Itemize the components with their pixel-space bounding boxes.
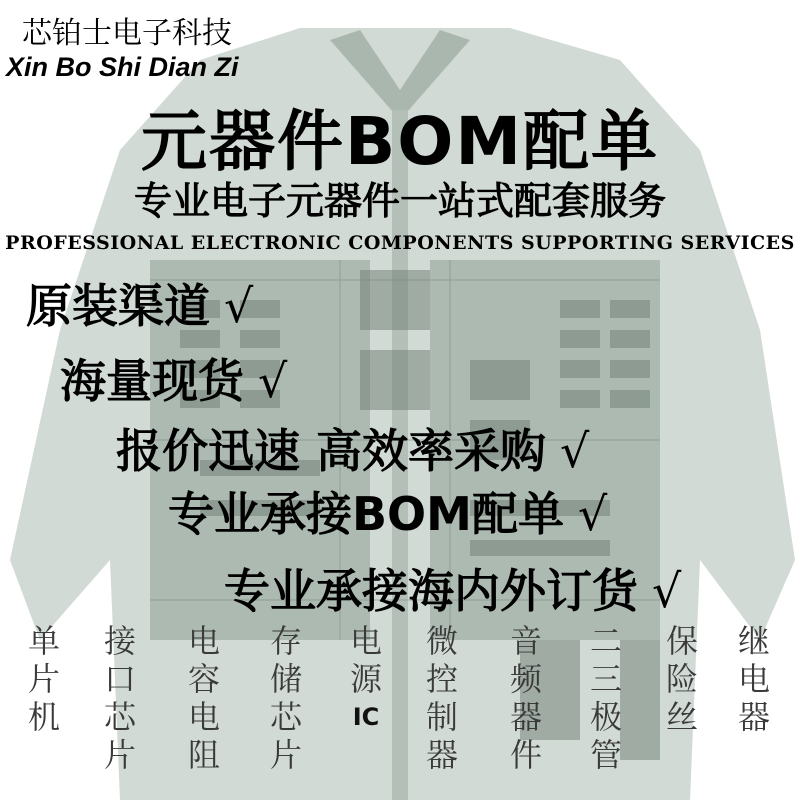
category-item — [734, 622, 774, 736]
category-item — [24, 622, 64, 736]
category-char: 片 — [103, 736, 136, 774]
category-char: 微 — [425, 622, 458, 660]
category-char: 器 — [509, 698, 542, 736]
category-char: 控 — [425, 660, 458, 698]
feature-text: 原装渠道 — [26, 279, 210, 333]
category-char: 单 — [27, 622, 60, 660]
category-item — [586, 622, 626, 774]
category-char: 存 — [269, 622, 302, 660]
category-char: 保 — [665, 622, 698, 660]
category-item — [184, 622, 224, 774]
category-char: 阻 — [187, 736, 220, 774]
feature-text: 专业承接BOM配单 — [168, 487, 564, 541]
category-char: 电 — [187, 698, 220, 736]
category-char: IC — [352, 703, 380, 731]
subtitle-en: PROFESSIONAL ELECTRONIC COMPONENTS SUPPORTING SERVICES — [5, 232, 795, 254]
feature-line — [26, 270, 253, 336]
category-char: 制 — [425, 698, 458, 736]
check-icon: √ — [258, 354, 288, 408]
category-char: 口 — [103, 660, 136, 698]
feature-text: 专业承接海内外订货 — [224, 564, 638, 618]
category-char: 险 — [665, 660, 698, 698]
check-icon: √ — [652, 564, 682, 618]
feature-line — [168, 478, 607, 544]
category-item — [100, 622, 140, 774]
category-char: 二 — [589, 622, 622, 660]
category-char: 电 — [349, 622, 382, 660]
category-char: 电 — [737, 660, 770, 698]
category-item — [506, 622, 546, 774]
category-list — [24, 622, 794, 792]
category-char: 音 — [509, 622, 542, 660]
subtitle: 专业电子元器件一站式配套服务 — [133, 179, 666, 223]
category-item — [662, 622, 702, 736]
category-char: 芯 — [103, 698, 136, 736]
category-char: 源 — [349, 660, 382, 698]
company-name-cn: 芯铂士电子科技 — [22, 16, 232, 51]
category-char: 器 — [425, 736, 458, 774]
feature-text: 报价迅速 高效率采购 — [116, 424, 547, 478]
category-char: 接 — [103, 622, 136, 660]
feature-text: 海量现货 — [60, 354, 244, 408]
category-char: 芯 — [269, 698, 302, 736]
category-char: 器 — [737, 698, 770, 736]
category-char: 极 — [589, 698, 622, 736]
category-char: 三 — [589, 660, 622, 698]
feature-line — [116, 415, 589, 481]
category-char: 管 — [589, 736, 622, 774]
category-char: 储 — [269, 660, 302, 698]
category-char: 丝 — [665, 698, 698, 736]
check-icon: √ — [577, 487, 608, 541]
category-char: 频 — [509, 660, 542, 698]
category-char: 片 — [269, 736, 302, 774]
check-icon: √ — [560, 424, 590, 478]
feature-line — [224, 555, 681, 621]
category-char: 片 — [27, 660, 60, 698]
company-name-en: Xin Bo Shi Dian Zi — [6, 52, 239, 82]
category-char: 继 — [737, 622, 770, 660]
category-char: 电 — [187, 622, 220, 660]
check-icon: √ — [224, 279, 254, 333]
category-char: 机 — [27, 698, 60, 736]
main-title: 元器件BOM配单 — [140, 103, 660, 180]
category-char: 件 — [509, 736, 542, 774]
category-char: 容 — [187, 660, 220, 698]
category-item — [346, 622, 386, 736]
category-item — [266, 622, 306, 774]
category-item — [422, 622, 462, 774]
feature-line — [60, 345, 287, 411]
